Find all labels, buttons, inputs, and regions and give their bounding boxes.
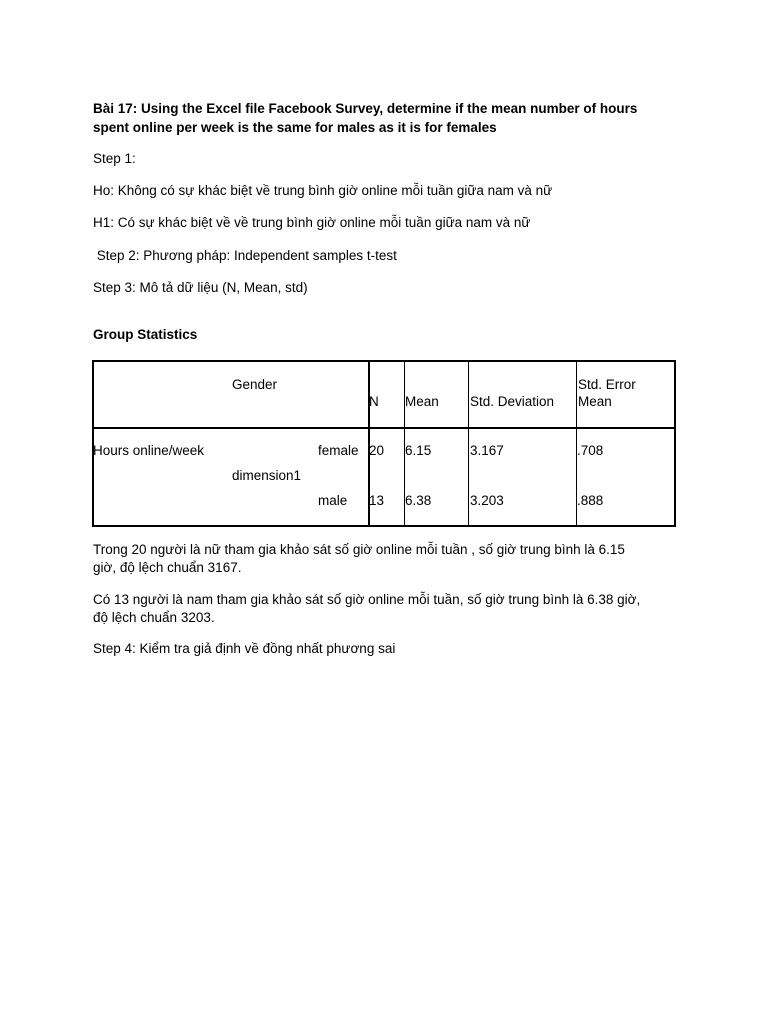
group-female: female bbox=[318, 443, 359, 458]
step-4: Step 4: Kiểm tra giả định về đồng nhất phương sai bbox=[93, 641, 396, 656]
female-summary-line-1: Trong 20 người là nữ tham gia khảo sát số giờ online mỗi tuần , số giờ trung bình là 6.15 bbox=[93, 542, 625, 557]
female-std-error: .708 bbox=[577, 443, 604, 458]
dimension-label: dimension1 bbox=[232, 468, 302, 483]
female-summary-line-2: giờ, độ lệch chuẩn 3167. bbox=[93, 560, 242, 575]
header-n: N bbox=[369, 394, 379, 409]
header-std-error-line-1: Std. Error bbox=[578, 377, 636, 392]
header-std-error-line-2: Mean bbox=[578, 394, 612, 409]
male-mean: 6.38 bbox=[405, 493, 432, 508]
header-divider bbox=[92, 427, 676, 429]
group-male: male bbox=[318, 493, 348, 508]
null-hypothesis: Ho: Không có sự khác biệt về trung bình giờ online mỗi tuần giữa nam và nữ bbox=[93, 183, 553, 198]
group-statistics-title: Group Statistics bbox=[93, 327, 198, 342]
group-statistics-table bbox=[92, 360, 676, 527]
step-2: Step 2: Phương pháp: Independent samples t-test bbox=[93, 248, 397, 263]
exercise-title-line-1: Bài 17: Using the Excel file Facebook Survey, determine if the mean number of hours bbox=[93, 101, 638, 116]
exercise-title-line-2: spent online per week is the same for males as it is for females bbox=[93, 120, 497, 135]
male-summary-line-1: Có 13 người là nam tham gia khảo sát số giờ online mỗi tuần, số giờ trung bình là 6.38 giờ, bbox=[93, 592, 641, 607]
female-std-deviation: 3.167 bbox=[470, 443, 504, 458]
female-n: 20 bbox=[369, 443, 385, 458]
male-std-error: .888 bbox=[577, 493, 604, 508]
male-summary-line-2: độ lệch chuẩn 3203. bbox=[93, 610, 215, 625]
header-mean: Mean bbox=[405, 394, 439, 409]
step-3: Step 3: Mô tả dữ liệu (N, Mean, std) bbox=[93, 280, 308, 295]
column-divider bbox=[468, 360, 469, 527]
male-std-deviation: 3.203 bbox=[470, 493, 504, 508]
row-label: Hours online/week bbox=[93, 443, 205, 458]
header-gender: Gender bbox=[232, 377, 278, 392]
female-mean: 6.15 bbox=[405, 443, 432, 458]
male-n: 13 bbox=[369, 493, 385, 508]
alternative-hypothesis: H1: Có sự khác biệt về về trung bình giờ online mỗi tuần giữa nam và nữ bbox=[93, 215, 531, 230]
step-1: Step 1: bbox=[93, 151, 136, 166]
header-std-deviation: Std. Deviation bbox=[470, 394, 555, 409]
